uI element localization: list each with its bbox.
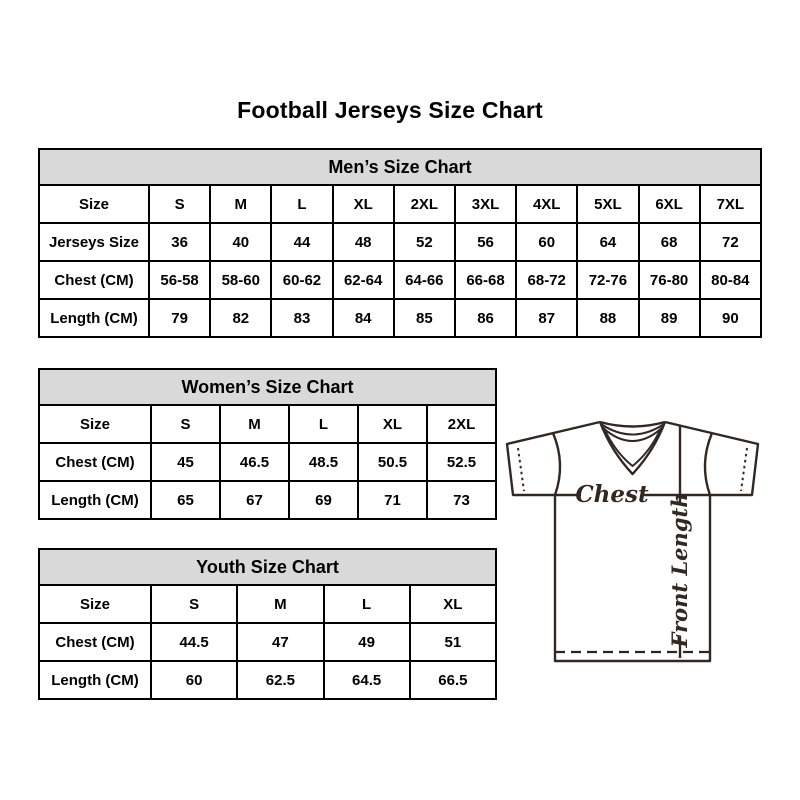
- table-cell: 44: [271, 223, 332, 261]
- jersey-collar-top: [600, 422, 665, 427]
- table-cell: 47: [237, 623, 323, 661]
- table-cell: 76-80: [639, 261, 700, 299]
- table-cell: 49: [324, 623, 410, 661]
- table-cell: XL: [358, 405, 427, 443]
- table-cell: 36: [149, 223, 210, 261]
- table-cell: 60: [151, 661, 237, 699]
- table-title: Men’s Size Chart: [39, 149, 761, 185]
- table-cell: 51: [410, 623, 496, 661]
- table-cell: 79: [149, 299, 210, 337]
- table-cell: 56-58: [149, 261, 210, 299]
- mens-size-table: [38, 148, 762, 338]
- front-length-label: Front Length: [667, 492, 692, 648]
- table-cell: 3XL: [455, 185, 516, 223]
- table-cell: 66-68: [455, 261, 516, 299]
- table-cell: L: [271, 185, 332, 223]
- table-cell: 62.5: [237, 661, 323, 699]
- table-cell: 88: [577, 299, 638, 337]
- jersey-left-armhole: [553, 433, 560, 495]
- table-cell: 64: [577, 223, 638, 261]
- row-label: Length (CM): [39, 661, 151, 699]
- table-cell: 65: [151, 481, 220, 519]
- table-cell: 84: [333, 299, 394, 337]
- size-table: [38, 148, 762, 338]
- table-cell: 62-64: [333, 261, 394, 299]
- row-label: Size: [39, 585, 151, 623]
- youth-size-table: [38, 548, 497, 700]
- table-cell: 67: [220, 481, 289, 519]
- jersey-left-cuff-stitch: [518, 448, 524, 491]
- table-cell: 85: [394, 299, 455, 337]
- table-cell: 71: [358, 481, 427, 519]
- table-cell: 7XL: [700, 185, 761, 223]
- table-row: [39, 261, 761, 299]
- row-label: Size: [39, 185, 149, 223]
- table-cell: 60: [516, 223, 577, 261]
- table-row: [39, 443, 496, 481]
- table-cell: 72-76: [577, 261, 638, 299]
- table-cell: 90: [700, 299, 761, 337]
- table-cell: 64-66: [394, 261, 455, 299]
- table-cell: 73: [427, 481, 496, 519]
- womens-size-table: [38, 368, 497, 520]
- table-cell: 82: [210, 299, 271, 337]
- jersey-measurement-diagram: [500, 398, 775, 678]
- table-cell: M: [220, 405, 289, 443]
- table-cell: 66.5: [410, 661, 496, 699]
- row-label: Length (CM): [39, 299, 149, 337]
- table-title: Youth Size Chart: [39, 549, 496, 585]
- table-cell: L: [289, 405, 358, 443]
- table-cell: 46.5: [220, 443, 289, 481]
- table-cell: 45: [151, 443, 220, 481]
- table-cell: 52.5: [427, 443, 496, 481]
- table-cell: S: [151, 585, 237, 623]
- table-cell: 6XL: [639, 185, 700, 223]
- table-cell: 87: [516, 299, 577, 337]
- table-row: [39, 661, 496, 699]
- table-cell: 58-60: [210, 261, 271, 299]
- table-row: [39, 299, 761, 337]
- table-cell: M: [237, 585, 323, 623]
- table-cell: 72: [700, 223, 761, 261]
- table-cell: XL: [410, 585, 496, 623]
- size-table: [38, 548, 497, 700]
- table-cell: 69: [289, 481, 358, 519]
- row-label: Length (CM): [39, 481, 151, 519]
- row-label: Jerseys Size: [39, 223, 149, 261]
- table-cell: 50.5: [358, 443, 427, 481]
- table-title: Women’s Size Chart: [39, 369, 496, 405]
- table-cell: 80-84: [700, 261, 761, 299]
- table-row: [39, 585, 496, 623]
- jersey-right-cuff-stitch: [741, 448, 747, 491]
- table-cell: 68-72: [516, 261, 577, 299]
- table-row: [39, 481, 496, 519]
- table-cell: 83: [271, 299, 332, 337]
- table-cell: 48: [333, 223, 394, 261]
- table-cell: 48.5: [289, 443, 358, 481]
- table-cell: 52: [394, 223, 455, 261]
- table-cell: M: [210, 185, 271, 223]
- row-label: Size: [39, 405, 151, 443]
- table-cell: 86: [455, 299, 516, 337]
- table-cell: 4XL: [516, 185, 577, 223]
- table-cell: S: [149, 185, 210, 223]
- table-cell: 60-62: [271, 261, 332, 299]
- table-cell: 44.5: [151, 623, 237, 661]
- table-cell: 2XL: [394, 185, 455, 223]
- row-label: Chest (CM): [39, 623, 151, 661]
- chest-label: Chest: [575, 481, 649, 508]
- row-label: Chest (CM): [39, 261, 149, 299]
- table-cell: L: [324, 585, 410, 623]
- table-row: [39, 405, 496, 443]
- page-title: Football Jerseys Size Chart: [237, 97, 543, 123]
- table-cell: 68: [639, 223, 700, 261]
- table-cell: 5XL: [577, 185, 638, 223]
- table-cell: 2XL: [427, 405, 496, 443]
- table-cell: 40: [210, 223, 271, 261]
- table-cell: 64.5: [324, 661, 410, 699]
- table-row: [39, 223, 761, 261]
- table-cell: XL: [333, 185, 394, 223]
- row-label: Chest (CM): [39, 443, 151, 481]
- jersey-right-armhole: [705, 433, 712, 495]
- table-cell: S: [151, 405, 220, 443]
- table-row: [39, 623, 496, 661]
- table-cell: 56: [455, 223, 516, 261]
- table-cell: 89: [639, 299, 700, 337]
- table-row: [39, 185, 761, 223]
- size-table: [38, 368, 497, 520]
